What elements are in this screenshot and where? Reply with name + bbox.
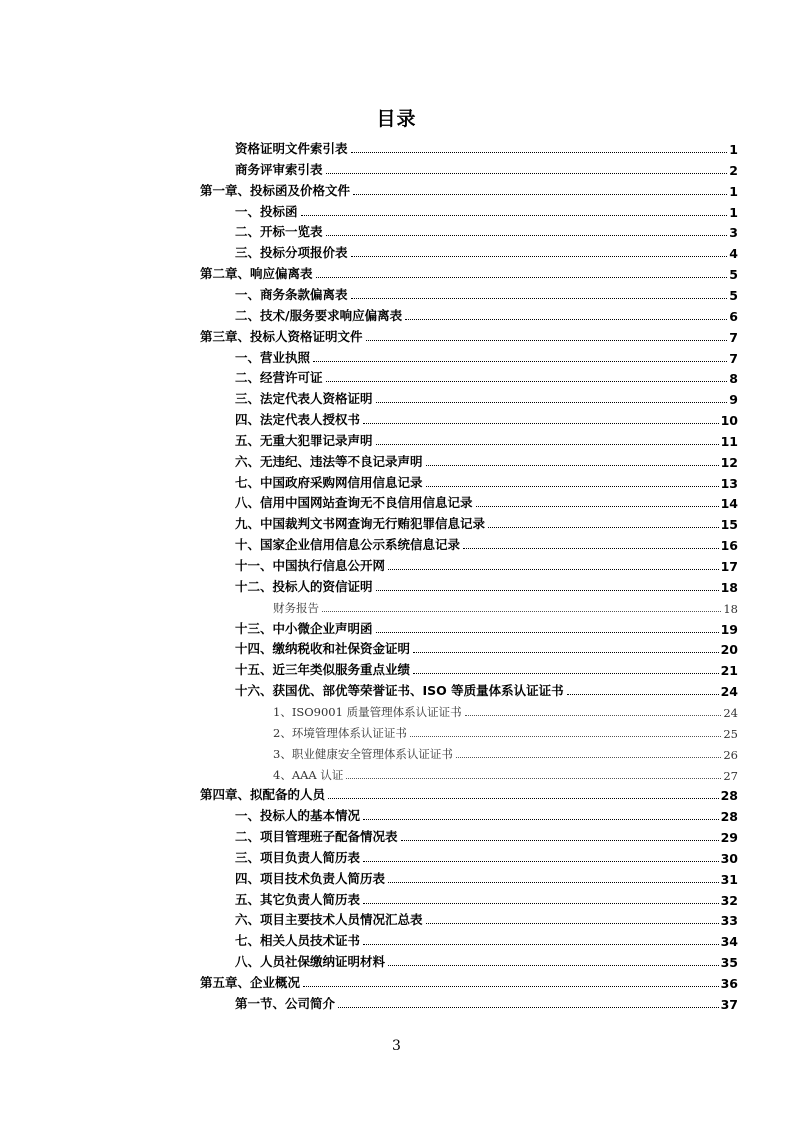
toc-entry[interactable]: [235, 617, 738, 637]
toc-entry-page: 21: [720, 663, 738, 679]
toc-entry[interactable]: [235, 346, 738, 366]
toc-entry-page: 6: [729, 308, 738, 324]
toc-entry[interactable]: [235, 200, 738, 220]
toc-entry[interactable]: [235, 554, 738, 574]
toc-leader-dots: [326, 235, 728, 236]
toc-leader-dots: [388, 965, 719, 966]
toc-entry[interactable]: [235, 429, 738, 449]
toc-entry[interactable]: [235, 158, 738, 178]
toc-entry-label: 七、中国政府采购网信用信息记录: [235, 474, 423, 490]
toc-entry-page: 9: [729, 392, 738, 408]
toc-entry[interactable]: [235, 846, 738, 866]
toc-leader-dots: [363, 423, 719, 424]
toc-leader-dots: [463, 548, 719, 549]
toc-entry[interactable]: [235, 804, 738, 824]
toc-entry[interactable]: [235, 867, 738, 887]
toc-entry-page: 30: [720, 850, 738, 866]
toc-entry-page: 28: [720, 788, 738, 804]
toc-leader-dots: [376, 402, 728, 403]
toc-entry-page: 31: [720, 871, 738, 887]
toc-entry-page: 11: [720, 433, 738, 449]
toc-entry-page: 5: [729, 267, 738, 283]
toc-entry-label: 六、项目主要技术人员情况汇总表: [235, 912, 423, 928]
toc-entry-page: 7: [729, 329, 738, 345]
toc-entry-page: 16: [720, 538, 738, 554]
toc-leader-dots: [426, 923, 719, 924]
toc-entry[interactable]: [235, 241, 738, 261]
toc-leader-dots: [328, 798, 719, 799]
toc-entry-label: 资格证明文件索引表: [235, 141, 348, 156]
toc-entry-label: 十六、获国优、部优等荣誉证书、ISO 等质量体系认证证书: [235, 683, 564, 699]
toc-entry[interactable]: [235, 929, 738, 949]
toc-entry[interactable]: [235, 491, 738, 511]
toc-entry[interactable]: [200, 262, 738, 282]
toc-entry[interactable]: [235, 450, 738, 470]
toc-leader-dots: [363, 944, 719, 945]
toc-leader-dots: [376, 632, 719, 633]
toc-leader-dots: [313, 361, 727, 362]
toc-entry[interactable]: [200, 971, 738, 991]
toc-entry-page: 1: [729, 142, 738, 157]
toc-leader-dots: [351, 256, 728, 257]
toc-leader-dots: [426, 465, 719, 466]
toc-entry[interactable]: [235, 533, 738, 553]
toc-entry-page: 18: [720, 579, 738, 595]
toc-entry-label: 九、中国裁判文书网查询无行贿犯罪信息记录: [235, 516, 486, 532]
toc-entry[interactable]: [200, 325, 738, 345]
toc-leader-dots: [388, 882, 719, 883]
toc-entry-label: 一、投标函: [235, 203, 298, 219]
toc-entry-label: 2、环境管理体系认证证书: [273, 725, 407, 740]
toc-entry[interactable]: [235, 679, 738, 699]
toc-entry-page: 14: [720, 496, 738, 512]
toc-entry[interactable]: [235, 387, 738, 407]
toc-entry-page: 7: [729, 350, 738, 366]
toc-leader-dots: [326, 381, 728, 382]
toc-entry-label: 四、项目技术负责人简历表: [235, 870, 386, 886]
toc-entry-label: 七、相关人员技术证书: [235, 933, 361, 949]
toc-entry-label: 六、无违纪、违法等不良记录声明: [235, 453, 423, 469]
toc-entry[interactable]: [273, 742, 738, 762]
toc-entry-label: 十二、投标人的资信证明: [235, 578, 373, 594]
toc-entry-page: 32: [720, 892, 738, 908]
toc-entry-page: 13: [720, 475, 738, 491]
toc-entry[interactable]: [235, 950, 738, 970]
page-number: 3: [392, 1038, 401, 1054]
toc-entry-page: 34: [720, 934, 738, 950]
toc-entry-label: 财务报告: [273, 600, 319, 615]
toc-entry-label: 五、其它负责人简历表: [235, 891, 361, 907]
toc-entry[interactable]: [200, 179, 738, 199]
toc-entry[interactable]: [235, 408, 738, 428]
toc-leader-dots: [465, 715, 722, 716]
toc-entry-label: 四、法定代表人授权书: [235, 412, 361, 428]
toc-entry[interactable]: [273, 763, 738, 783]
toc-entry[interactable]: [235, 575, 738, 595]
toc-leader-dots: [376, 590, 719, 591]
toc-leader-dots: [376, 444, 719, 445]
toc-entry-page: 26: [723, 747, 738, 762]
toc-entry-label: 3、职业健康安全管理体系认证证书: [273, 746, 453, 761]
toc-entry-label: 第二章、响应偏离表: [200, 266, 313, 282]
toc-entry-label: 第一章、投标函及价格文件: [200, 182, 351, 198]
toc-entry-page: 4: [729, 246, 738, 262]
toc-entry-label: 第三章、投标人资格证明文件: [200, 328, 363, 344]
toc-leader-dots: [363, 903, 719, 904]
toc-entry-label: 十、国家企业信用信息公示系统信息记录: [235, 537, 461, 553]
toc-leader-dots: [476, 506, 719, 507]
toc-entry-label: 二、开标一览表: [235, 224, 323, 240]
toc-entry-page: 12: [720, 454, 738, 470]
toc-leader-dots: [401, 840, 719, 841]
toc-entry-label: 八、信用中国网站查询无不良信用信息记录: [235, 495, 473, 511]
toc-leader-dots: [413, 652, 719, 653]
toc-entry-label: 4、AAA 认证: [273, 767, 344, 782]
toc-leader-dots: [405, 319, 727, 320]
toc-entry[interactable]: [273, 700, 738, 720]
toc-entry-page: 3: [729, 225, 738, 241]
toc-entry[interactable]: [273, 596, 738, 616]
toc-entry-label: 十五、近三年类似服务重点业绩: [235, 662, 411, 678]
toc-entry-page: 36: [720, 976, 738, 991]
toc-leader-dots: [413, 673, 719, 674]
toc-entry[interactable]: [235, 471, 738, 491]
toc-entry[interactable]: [273, 721, 738, 741]
toc-entry-label: 1、ISO9001 质量管理体系认证证书: [273, 704, 462, 719]
toc-leader-dots: [322, 611, 721, 612]
toc-entry-page: 2: [729, 162, 738, 178]
toc-entry-page: 1: [729, 183, 738, 199]
toc-entry-page: 24: [720, 684, 738, 700]
toc-entry-label: 三、投标分项报价表: [235, 245, 348, 261]
toc-entry[interactable]: [235, 658, 738, 678]
toc-entry-page: 8: [729, 371, 738, 387]
toc-leader-dots: [353, 194, 727, 195]
toc-entry-page: 24: [723, 705, 738, 720]
toc-leader-dots: [316, 277, 728, 278]
toc-entry[interactable]: [235, 888, 738, 908]
toc-leader-dots: [567, 694, 719, 695]
toc-leader-dots: [326, 173, 728, 174]
toc-entry-label: 五、无重大犯罪记录声明: [235, 432, 373, 448]
toc-entry[interactable]: [235, 637, 738, 657]
toc-leader-dots: [388, 569, 719, 570]
toc-entry-label: 第五章、企业概况: [200, 975, 301, 990]
toc-entry[interactable]: [235, 283, 738, 303]
toc-entry-page: 17: [720, 559, 738, 574]
toc-entry[interactable]: [235, 825, 738, 845]
toc-entry-label: 十三、中小微企业声明函: [235, 620, 373, 636]
toc-entry-label: 十一、中国执行信息公开网: [235, 558, 386, 573]
toc-leader-dots: [410, 736, 722, 737]
toc-entry-label: 一、商务条款偏离表: [235, 286, 348, 302]
toc-entry-page: 18: [723, 601, 738, 616]
toc-entry-label: 八、人员社保缴纳证明材料: [235, 954, 386, 970]
toc-entry-label: 第一节、公司简介: [235, 995, 336, 1011]
toc-entry-page: 37: [720, 996, 738, 1012]
toc-leader-dots: [301, 215, 728, 216]
toc-entry-label: 一、营业执照: [235, 349, 311, 365]
toc-leader-dots: [346, 778, 721, 779]
toc-entry-label: 商务评审索引表: [235, 161, 323, 177]
toc-leader-dots: [363, 819, 719, 820]
toc-entry-label: 三、法定代表人资格证明: [235, 391, 373, 407]
toc-entry-label: 二、经营许可证: [235, 370, 323, 386]
toc-leader-dots: [303, 986, 719, 987]
toc-entry-page: 20: [720, 642, 738, 658]
toc-leader-dots: [456, 757, 722, 758]
toc-leader-dots: [488, 527, 719, 528]
toc-entry-label: 三、项目负责人简历表: [235, 849, 361, 865]
toc-leader-dots: [363, 861, 719, 862]
toc-entry-label: 一、投标人的基本情况: [235, 808, 361, 824]
toc-entry-page: 10: [720, 413, 738, 429]
toc-leader-dots: [338, 1007, 719, 1008]
toc-entry[interactable]: [235, 512, 738, 532]
toc-entry-page: 25: [723, 726, 738, 741]
toc-entry-label: 第四章、拟配备的人员: [200, 787, 326, 803]
toc-entry[interactable]: [235, 304, 738, 324]
toc-entry-page: 29: [720, 830, 738, 846]
toc-entry-label: 二、项目管理班子配备情况表: [235, 829, 398, 845]
toc-entry[interactable]: [235, 992, 738, 1012]
toc-entry-page: 15: [720, 517, 738, 533]
toc-entry-page: 33: [720, 913, 738, 929]
toc-entry-label: 二、技术/服务要求响应偏离表: [235, 307, 403, 323]
toc-entry[interactable]: [200, 783, 738, 803]
toc-entry-page: 35: [720, 955, 738, 971]
toc-leader-dots: [351, 298, 728, 299]
toc-entry[interactable]: [235, 137, 738, 157]
toc-entry[interactable]: [235, 908, 738, 928]
toc-entry[interactable]: [235, 220, 738, 240]
toc-leader-dots: [426, 486, 719, 487]
toc-entry-page: 5: [729, 287, 738, 303]
page-title: 目录: [376, 108, 417, 130]
toc-entry-label: 十四、缴纳税收和社保资金证明: [235, 641, 411, 657]
toc-entry-page: 19: [720, 621, 738, 637]
toc-leader-dots: [351, 152, 728, 153]
toc-entry-page: 27: [723, 768, 738, 783]
toc-entry-page: 28: [720, 809, 738, 825]
toc-entry-page: 1: [729, 204, 738, 220]
toc-leader-dots: [366, 340, 728, 341]
toc-entry[interactable]: [235, 366, 738, 386]
